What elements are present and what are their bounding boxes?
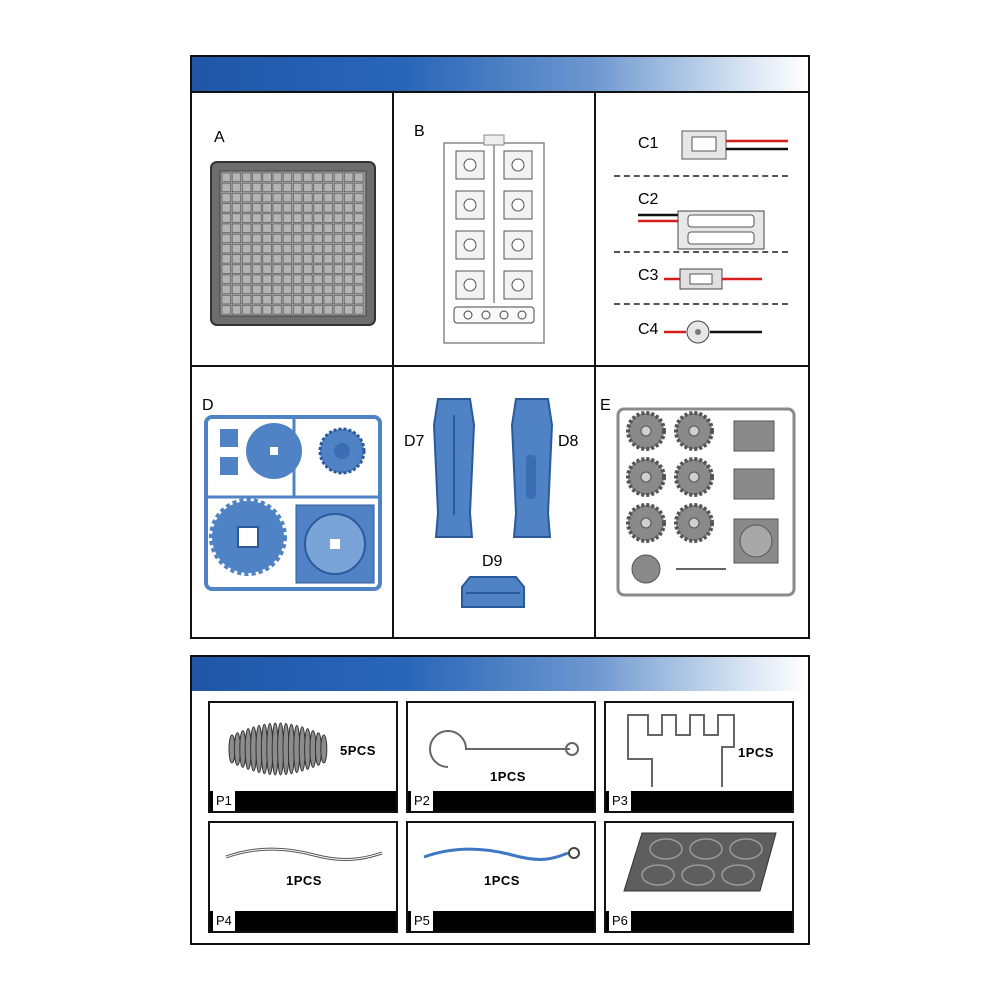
led-sprue-image: [442, 133, 546, 345]
part-label-bar: [210, 791, 396, 811]
spring-image: [226, 729, 330, 769]
part-label-c1: C1: [638, 135, 659, 152]
part-card-p4: [208, 821, 398, 933]
part-qty-p2: 1PCS: [490, 769, 526, 784]
section-banner: [192, 657, 808, 691]
part-label-c4: C4: [638, 321, 659, 338]
part-label-b: B: [414, 123, 425, 140]
cell-d7-d9: [392, 365, 596, 639]
cell-d: [192, 365, 394, 639]
clear-tube-image: [224, 843, 384, 867]
part-card-p3: [604, 701, 794, 813]
battery-box-image: [638, 209, 768, 251]
base-piece-image: [460, 575, 526, 611]
connector-with-wires-image: [664, 267, 764, 291]
part-qty-p4: 1PCS: [286, 873, 322, 888]
cell-c: [594, 91, 808, 367]
ring-wire-image: [428, 729, 580, 769]
blue-tube-ring-image: [422, 841, 582, 867]
part-id-p6: P6: [609, 911, 631, 931]
cell-e: [594, 365, 808, 639]
part-label-bar: [408, 791, 594, 811]
part-id-p5: P5: [411, 911, 433, 931]
gray-gear-sprue-image: [616, 407, 796, 599]
cell-a: [192, 91, 394, 367]
part-qty-p1: 5PCS: [340, 743, 376, 758]
section-banner: [192, 57, 808, 91]
body-shell-right-image: [510, 395, 554, 541]
parts-section-top: [190, 55, 810, 639]
part-label-d9: D9: [482, 553, 503, 570]
cell-b: [392, 91, 596, 367]
part-id-p3: P3: [609, 791, 631, 811]
part-label-a: A: [214, 129, 225, 146]
part-label-d8: D8: [558, 433, 579, 450]
parts-section-bottom: [190, 655, 810, 945]
part-card-p5: [406, 821, 596, 933]
part-id-p1: P1: [213, 791, 235, 811]
part-card-p1: [208, 701, 398, 813]
part-label-bar: [606, 911, 792, 931]
foam-sheet-image: [622, 831, 778, 893]
switch-with-wires-image: [680, 125, 790, 165]
solar-panel-image: [210, 161, 376, 326]
divider-c2: [614, 251, 788, 253]
part-label-d7: D7: [404, 433, 425, 450]
body-shell-left-image: [432, 395, 476, 541]
part-id-p2: P2: [411, 791, 433, 811]
bent-wire-image: [622, 709, 742, 789]
part-label-e: E: [600, 397, 611, 414]
divider-c3: [614, 303, 788, 305]
part-label-bar: [606, 791, 792, 811]
part-qty-p3: 1PCS: [738, 745, 774, 760]
part-label-c3: C3: [638, 267, 659, 284]
part-id-p4: P4: [213, 911, 235, 931]
part-label-bar: [408, 911, 594, 931]
part-label-d: D: [202, 397, 214, 414]
part-label-bar: [210, 911, 396, 931]
divider-c1: [614, 175, 788, 177]
part-qty-p5: 1PCS: [484, 873, 520, 888]
motor-with-wires-image: [664, 319, 764, 345]
blue-gear-sprue-image: [204, 415, 382, 591]
part-label-c2: C2: [638, 191, 659, 208]
part-card-p6: [604, 821, 794, 933]
part-card-p2: [406, 701, 596, 813]
